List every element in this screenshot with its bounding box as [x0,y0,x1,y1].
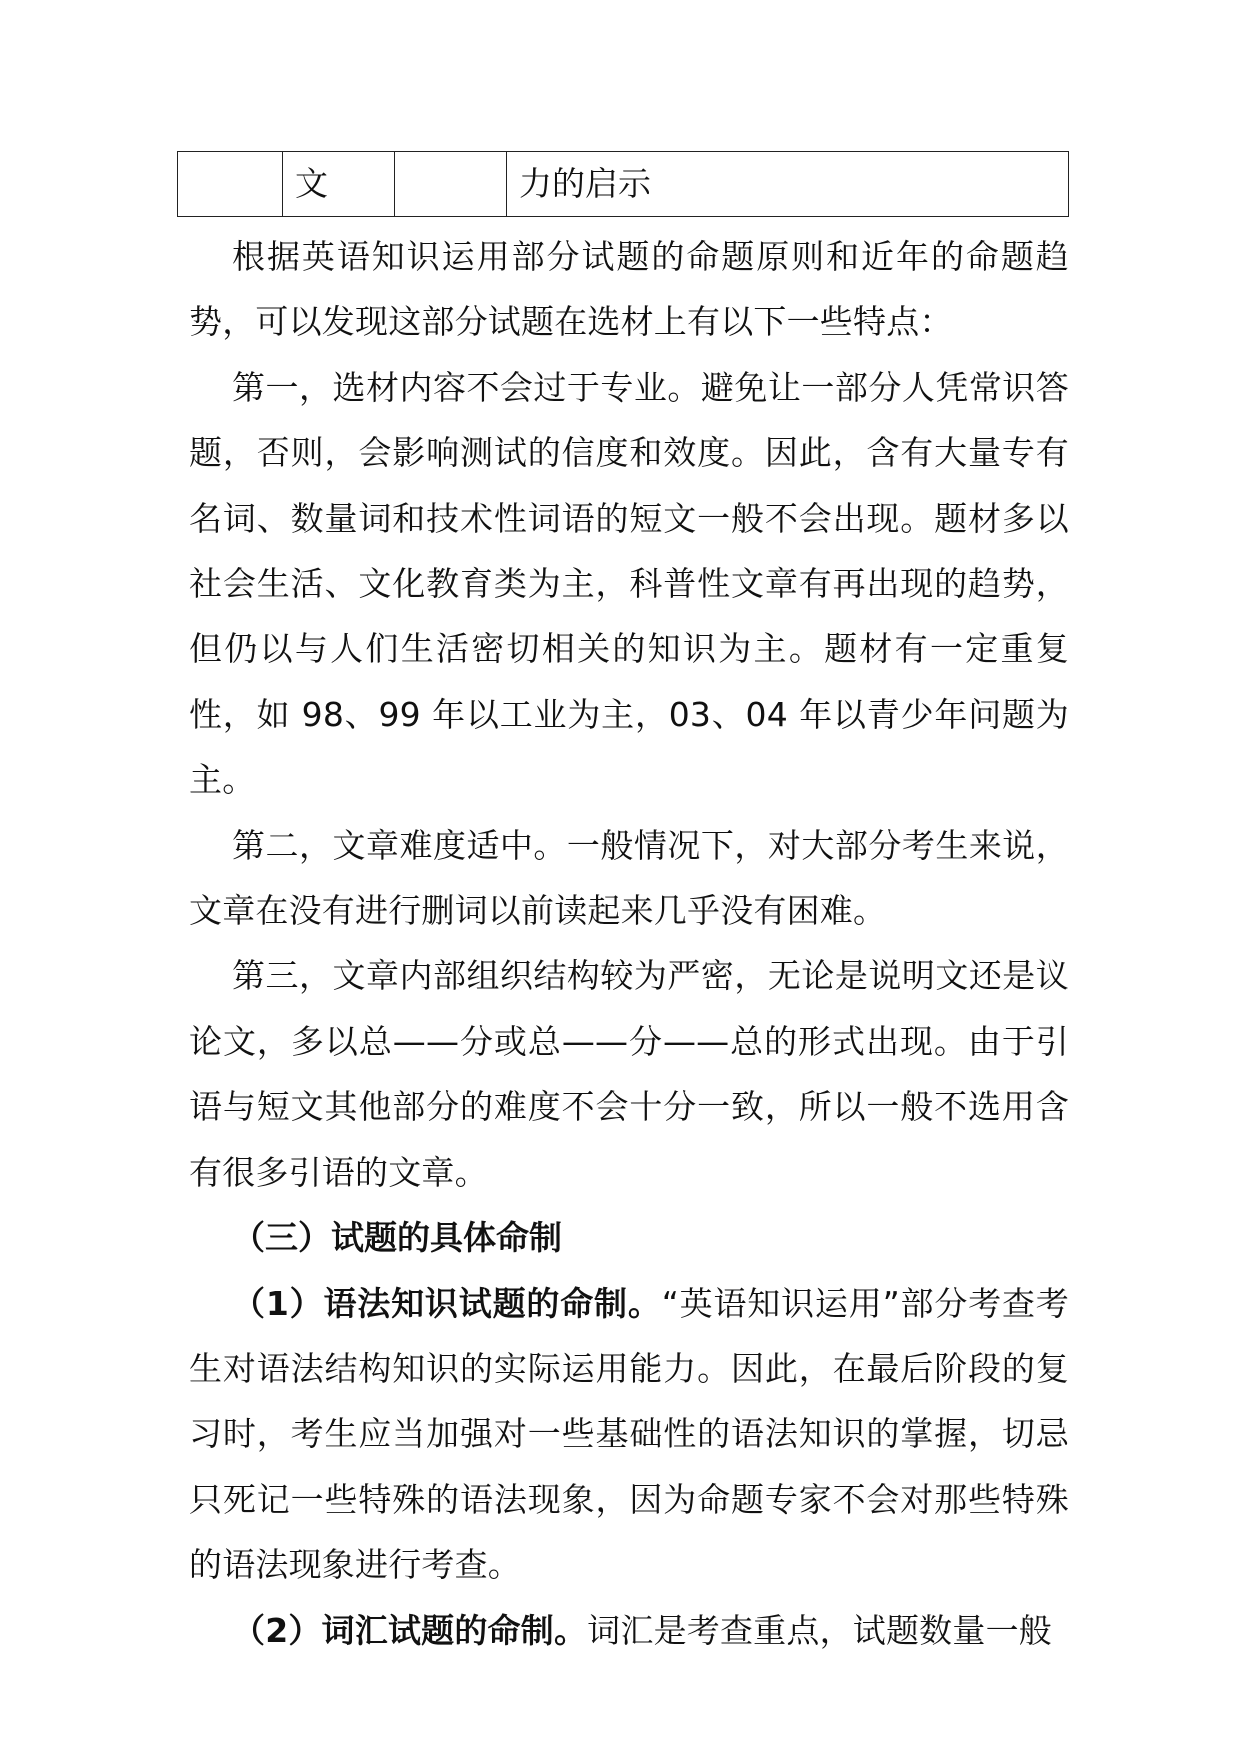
paragraph-grammar [189,1271,1069,1598]
paragraph-third-point: 第三，文章内部组织结构较为严密，无论是说明文还是议论文，多以总——分或总——分——总的形式出现。由于引语与短文其他部分的难度不会十分一致，所以一般不选用含有很多引语的文章。 [189,956,1069,1192]
vocabulary-subheading: （2）词汇试题的命制。 [232,1610,588,1650]
body-text [189,224,1069,1663]
table-cell [395,152,507,217]
grammar-text: “英语知识运用”部分考查考生对语法结构知识的实际运用能力。因此，在最后阶段的复习时，考生应当加强对一些基础性的语法知识的掌握，切忌只死记一些特殊的语法现象，因为命题专家不会对那些特殊的语法现象进行考查。 [189,1283,1070,1585]
table-cell [178,152,283,217]
grammar-subheading: （1）语法知识试题的命制。 [232,1283,662,1323]
paragraph-second-point: 第二，文章难度适中。一般情况下，对大部分考生来说，文章在没有进行删词以前读起来几乎没有困难。 [189,825,1069,931]
table-cell: 力的启示 [507,152,1069,217]
vocabulary-text: 词汇是考查重点，试题数量一般 [587,1610,1052,1650]
paragraph-intro: 根据英语知识运用部分试题的命题原则和近年的命题趋势，可以发现这部分试题在选材上有以下一些特点： [189,237,1069,342]
paragraph-vocabulary [189,1598,1069,1663]
table-cell: 文 [283,152,395,217]
table-row [178,152,1069,217]
continued-table [177,151,1069,217]
paragraph-first-point: 第一，选材内容不会过于专业。避免让一部分人凭常识答题，否则，会影响测试的信度和效度。因此，含有大量专有名词、数量词和技术性词语的短文一般不会出现。题材多以社会生活、文化教育类为主，科普性文章有再出现的趋势，但仍以与人们生活密切相关的知识为主。题材有一定重复性，如 98、99 年以工业为主，03、04 年以青少年问题为主。 [189,367,1069,800]
section-heading: （三）试题的具体命制 [232,1218,562,1258]
